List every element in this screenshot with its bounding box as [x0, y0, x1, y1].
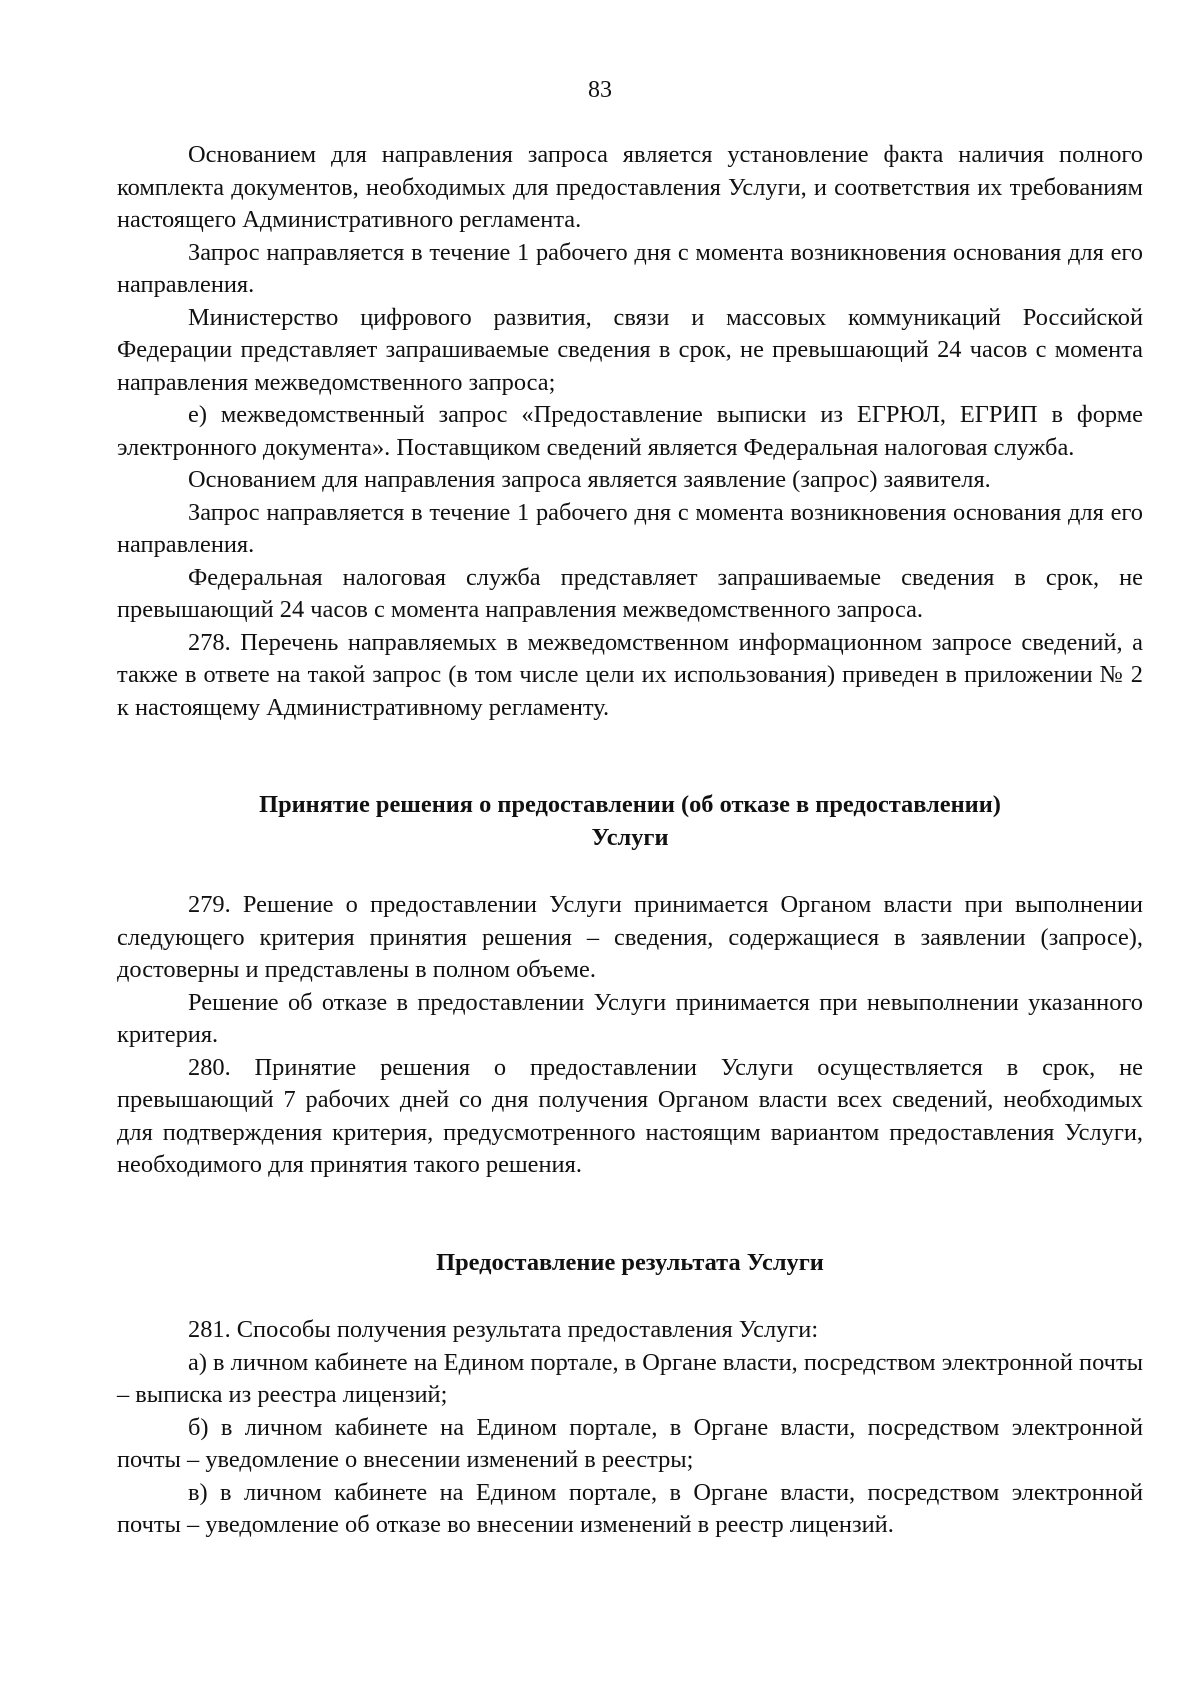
- page-number: 83: [588, 77, 612, 103]
- section-heading-result: Предоставление результата Услуги: [436, 1248, 824, 1276]
- paragraph-281: 281. Способы получения результата предоставления Услуги:: [188, 1316, 819, 1343]
- paragraph: Федеральная налоговая служба представляет запрашиваемые сведения в срок, не превышающий 24 часов с момента направления межведомственного запроса.: [117, 563, 1143, 623]
- paragraph-279: 279. Решение о предоставлении Услуги принимается Органом власти при выполнении следующего критерия принятия решения – сведения, содержащиеся в заявлении (запросе), достоверны и представлены в полном объеме.: [117, 891, 1143, 983]
- paragraph: Основанием для направления запроса является заявление (запрос) заявителя.: [188, 466, 991, 493]
- paragraph: Запрос направляется в течение 1 рабочего дня с момента возникновения основания для его направления.: [117, 498, 1143, 558]
- list-item-a: а) в личном кабинете на Едином портале, в Органе власти, посредством электронной почты – выписка из реестра лицензий;: [117, 1348, 1143, 1408]
- paragraph: Запрос направляется в течение 1 рабочего дня с момента возникновения основания для его направления.: [117, 238, 1143, 298]
- paragraph-280: 280. Принятие решения о предоставлении Услуги осуществляется в срок, не превышающий 7 рабочих дней со дня получения Органом власти всех сведений, необходимых для подтверждения критерия, предусмотренного настоящим вариантом предоставления Услуги, необходимого для принятия такого решения.: [117, 1053, 1143, 1178]
- paragraph: Министерство цифрового развития, связи и массовых коммуникаций Российской Федерации представляет запрашиваемые сведения в срок, не превышающий 24 часов с момента направления межведомственного запроса;: [117, 303, 1143, 396]
- list-item-b: б) в личном кабинете на Едином портале, в Органе власти, посредством электронной почты – уведомление о внесении изменений в реестры;: [117, 1413, 1143, 1473]
- section-heading-decision: [117, 789, 1143, 854]
- section-heading-line: Принятие решения о предоставлении (об отказе в предоставлении): [259, 791, 1001, 818]
- paragraph: е) межведомственный запрос «Предоставление выписки из ЕГРЮЛ, ЕГРИП в форме электронного документа». Поставщиком сведений является Федеральная налоговая служба.: [117, 401, 1143, 461]
- paragraph: Решение об отказе в предоставлении Услуги принимается при невыполнении указанного критерия.: [117, 988, 1143, 1048]
- list-item-c: в) в личном кабинете на Едином портале, в Органе власти, посредством электронной почты – уведомление об отказе во внесении изменений в реестр лицензий.: [117, 1478, 1143, 1538]
- paragraph-278: 278. Перечень направляемых в межведомственном информационном запросе сведений, а также в ответе на такой запрос (в том числе цели их использования) приведен в приложении № 2 к настоящему Административному регламенту.: [117, 628, 1143, 721]
- section-heading-line: Услуги: [591, 823, 669, 851]
- document-body: [117, 139, 1143, 1542]
- paragraph: Основанием для направления запроса является установление факта наличия полного комплекта документов, необходимых для предоставления Услуги, и соответствия их требованиям настоящего Административного регламента.: [117, 141, 1143, 233]
